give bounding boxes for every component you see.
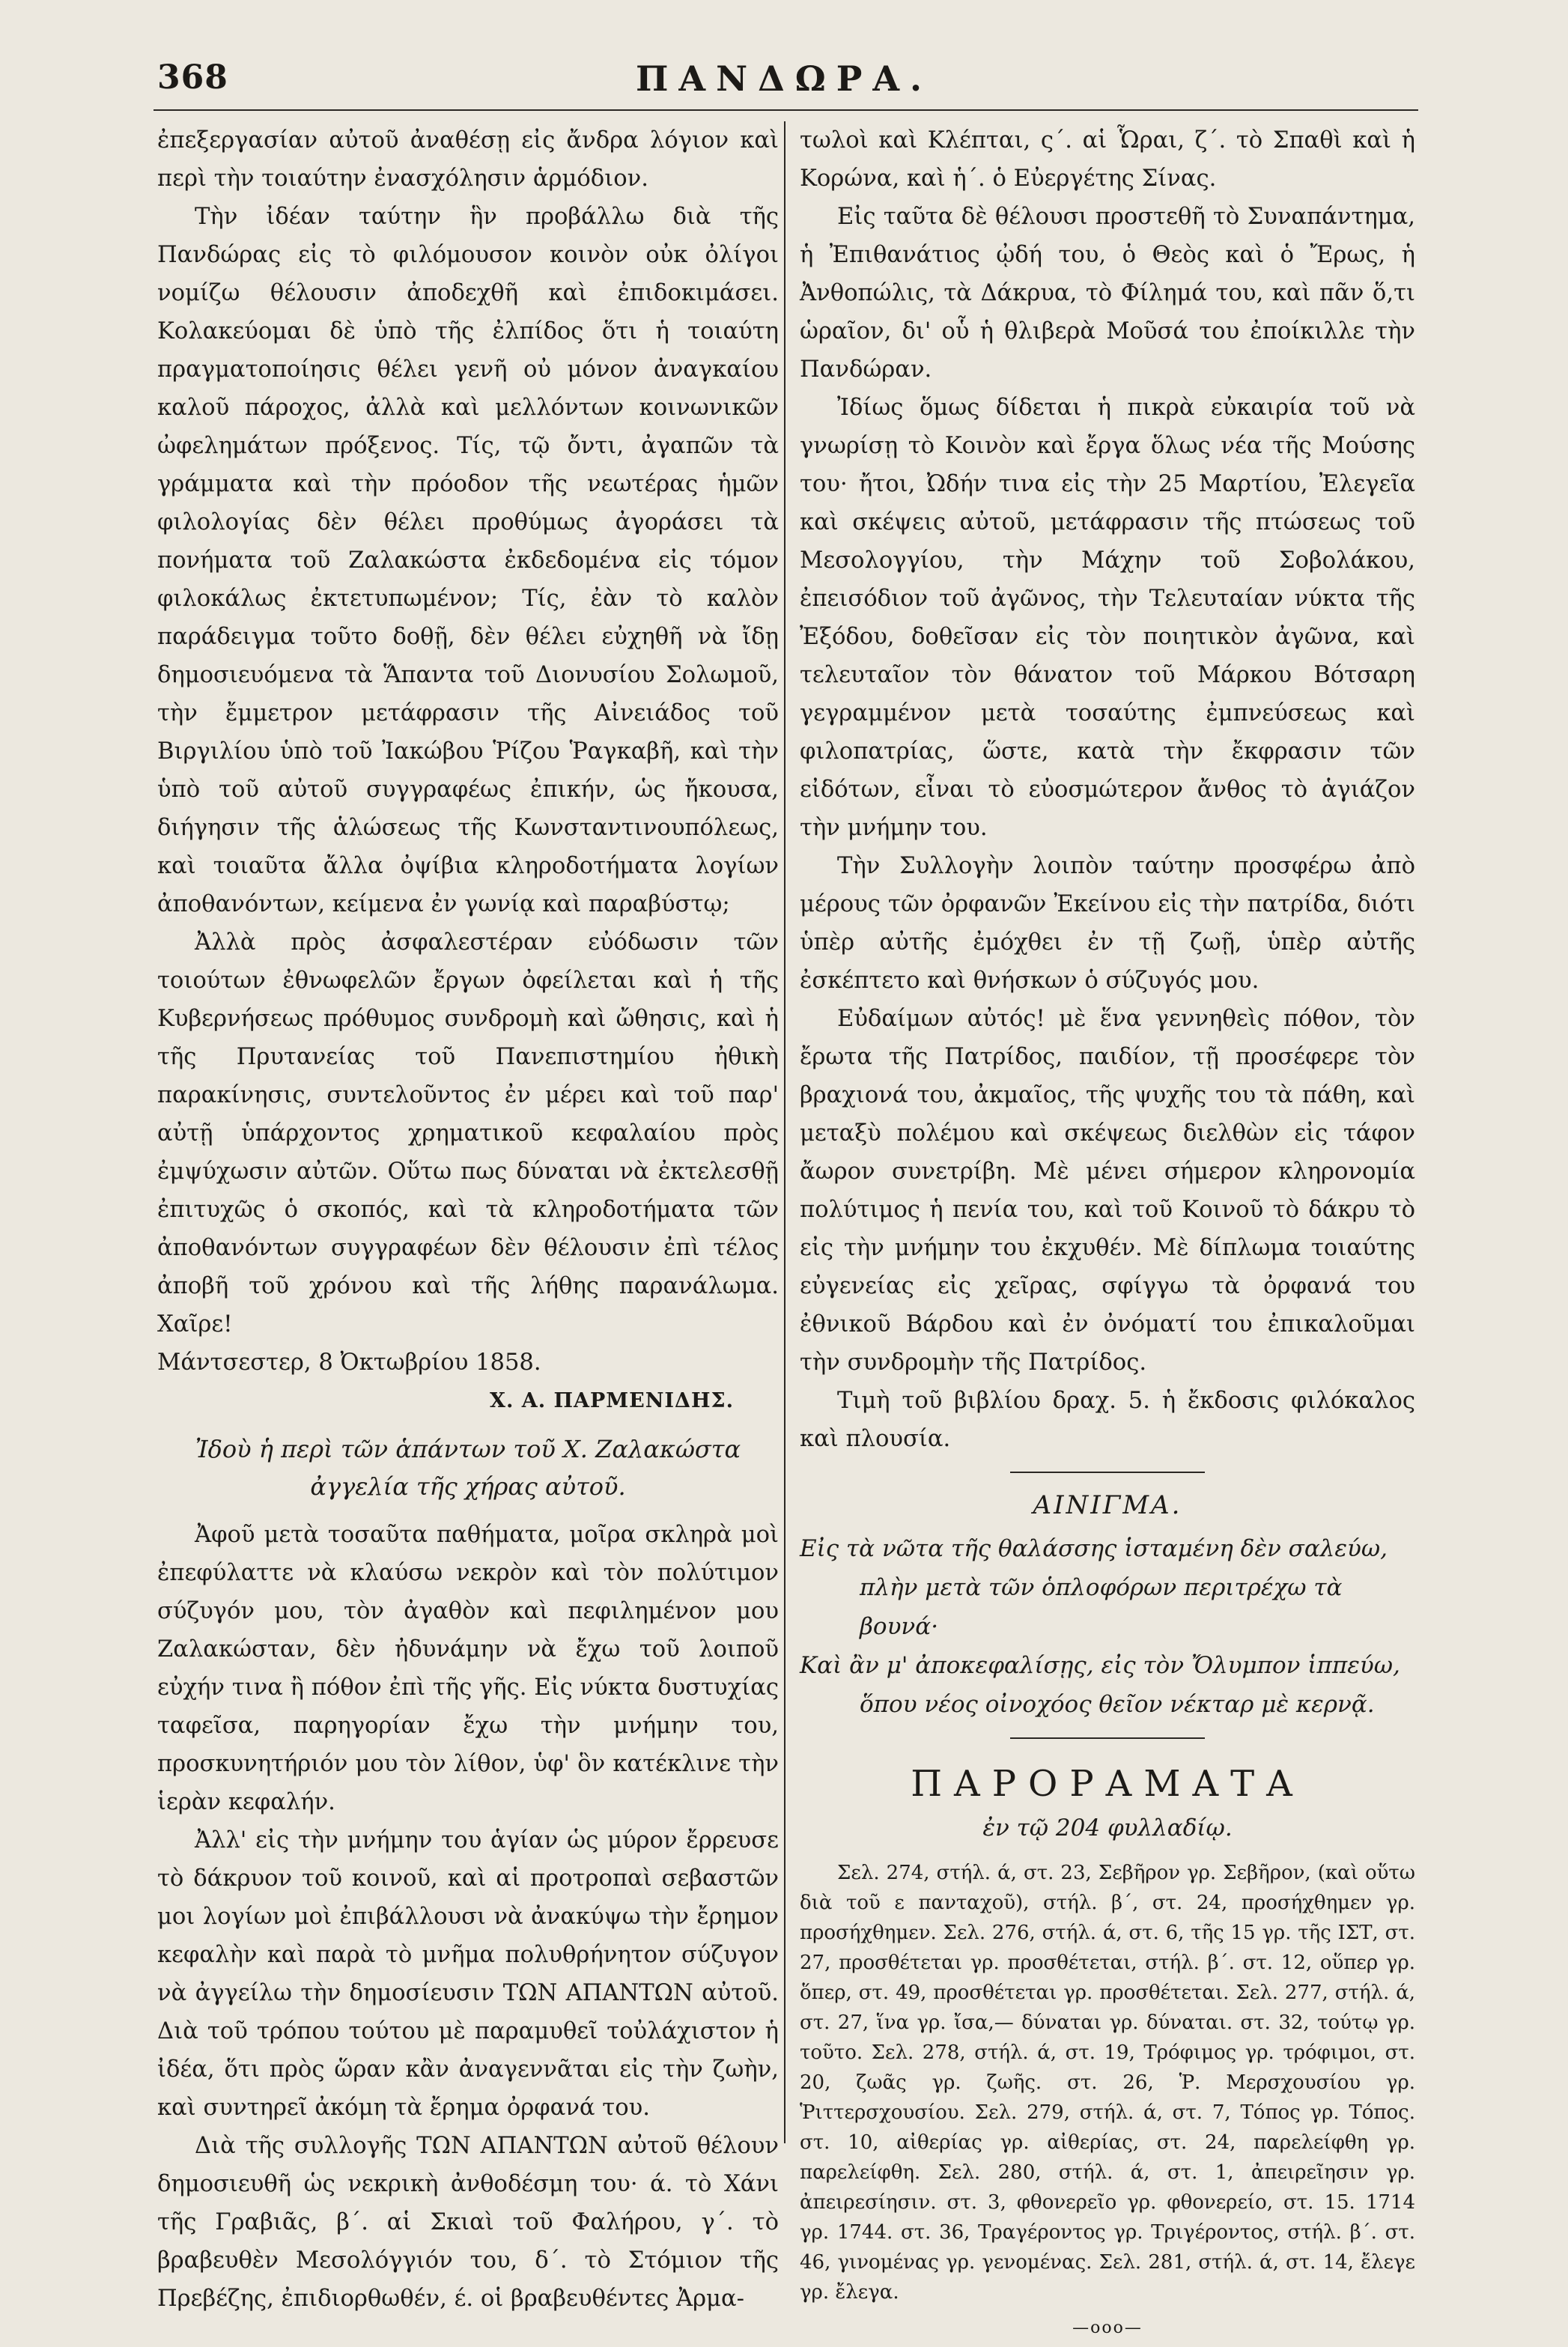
- end-mark: —οοο—: [1072, 2319, 1143, 2337]
- notice-title-line: ἀγγελία τῆς χήρας αὐτοῦ.: [310, 1472, 626, 1501]
- running-title: ΠΑΝΔΩΡΑ.: [635, 58, 933, 99]
- paragraph: Τὴν ἰδέαν ταύτην ἣν προβάλλω διὰ τῆς Πανδώρας εἰς τὸ φιλόμουσον κοινὸν οὐκ ὀλίγοι νομίζω θέλουσιν ἀποδεχθῆ καὶ ἐπιδοκιμάσει. Κολακεύομαι δὲ ὑπὸ τῆς ἐλπίδος ὅτι ἡ τοιαύτη πραγματοποίησις θέλει γενῆ οὐ μόνον ἀναγκαίου καλοῦ πάροχος, ἀλλὰ καὶ μελλόντων κοινωνικῶν ὠφελημάτων πρόξενος. Τίς, τῷ ὄντι, ἀγαπῶν τὰ γράμματα καὶ τὴν πρόοδον τῆς νεωτέρας ἡμῶν φιλολογίας δὲν θέλει προθύμως ἀγοράσει τὰ πονήματα τοῦ Ζαλακώστα ἐκδεδομένα εἰς τόμον φιλοκάλως ἐκτετυπωμένον; Τίς, ἐὰν τὸ καλὸν παράδειγμα τοῦτο δοθῇ, δὲν θέλει εὐχηθῆ νὰ ἴδῃ δημοσιευόμενα τὰ Ἅπαντα τοῦ Διονυσίου Σολωμοῦ, τὴν ἔμμετρον μετάφρασιν τῆς Αἰνειάδος τοῦ Βιργιλίου ὑπὸ τοῦ Ἰακώβου Ῥίζου Ῥαγκαβῆ, καὶ τὴν ὑπὸ τοῦ αὐτοῦ συγγραφέως ἐπικήν, ὡς ἤκουσα, διήγησιν τῆς ἁλώσεως τῆς Κωνσταντινουπόλεως, καὶ τοιαῦτα ἄλλα ὀψίβια κληροδοτήματα λογίων ἀποθανόντων, κείμενα ἐν γωνίᾳ καὶ παραβύστῳ;: [157, 204, 779, 917]
- page-number: 368: [157, 58, 228, 97]
- riddle-title: ΑΙΝΙΓΜΑ.: [1033, 1490, 1182, 1520]
- paragraph: Εὐδαίμων αὐτός! μὲ ἕνα γεννηθεὶς πόθον, τὸν ἔρωτα τῆς Πατρίδος, παιδίον, τῇ προσέφερε τὸν βραχιονά του, ἀκμαῖος, τῆς ψυχῆς του τὰ πάθη, καὶ μεταξὺ πολέμου καὶ σκέψεως διελθὼν εἰς τάφον ἄωρον συνετρίβη. Μὲ μένει σήμερον κληρονομία πολύτιμος ἡ πενία του, καὶ τοῦ Κοινοῦ τὸ δάκρυ τὸ εἰς τὴν μνήμην του ἐκχυθέν. Μὲ δίπλωμα τοιαύτης εὐγενείας εἰς χεῖρας, σφίγγω τὰ ὀρφανά του ἐθνικοῦ Βάρδου καὶ ἐν ὀνόματί του ἐπικαλοῦμαι τὴν συνδρομὴν τῆς Πατρίδος.: [800, 1006, 1415, 1376]
- dateline: Μάντσεστερ, 8 Ὀκτωβρίου 1858.: [157, 1349, 541, 1376]
- paragraph: Εἰς ταῦτα δὲ θέλουσι προστεθῆ τὸ Συναπάντημα, ἡ Ἐπιθανάτιος ᾠδή του, ὁ Θεὸς καὶ ὁ Ἔρως, ἡ Ἀνθοπώλις, τὰ Δάκρυα, τὸ Φίλημά του, καὶ πᾶν ὅ,τι ὡραῖον, δι' οὗ ἡ θλιβερὰ Μοῦσά του ἐποίκιλλε τὴν Πανδώραν.: [800, 204, 1415, 383]
- section-rule: [1010, 1737, 1205, 1739]
- errata-text: Σελ. 274, στήλ. ά, στ. 23, Σεβῆρον γρ. Σεβῆρον, (καὶ οὕτω διὰ τοῦ ε πανταχοῦ), στήλ. β΄, στ. 24, προσήχθημεν γρ. προσήχθημεν. Σελ. 276, στήλ. ά, στ. 6, τῆς 15 γρ. τῆς ΙΣΤ, στ. 27, προσθέτεται γρ. προσθέτεται, στήλ. β΄. στ. 12, οὕπερ γρ. ὅπερ, στ. 49, προσθέτεται γρ. προσθέτεται. Σελ. 277, στήλ. ά, στ. 27, ἵνα γρ. ἴσα,— δύναται γρ. δύναται. στ. 32, τούτῳ γρ. τοῦτο. Σελ. 278, στήλ. ά, στ. 19, Τρόφιμος γρ. τρόφιμοι, στ. 20, ζωᾶς γρ. ζωῆς. στ. 26, Ῥ. Μερσχουσίου γρ. Ῥιττερσχουσίου. Σελ. 279, στήλ. ά, στ. 7, Τόπος γρ. Τόπος. στ. 10, αἰθερίας γρ. αἰθερίας, στ. 24, παρελείφθη γρ. παρελείφθη. Σελ. 280, στήλ. ά, στ. 1, ἀπειρεῖησιν γρ. ἀπειρεσίησιν. στ. 3, φθονερεῖο γρ. φθονερείο, στ. 15. 1714 γρ. 1744. στ. 36, Τραγέροντος γρ. Τριγέροντος, στήλ. β΄. στ. 46, γινομένας γρ. γενομένας. Σελ. 281, στήλ. ά, στ. 14, ἔλεγε γρ. ἔλεγα.: [800, 1862, 1415, 2304]
- signature: Χ. Α. ΠΑΡΜΕΝΙΔΗΣ.: [490, 1389, 734, 1412]
- errata-title: ΠΑΡΟΡΑΜΑΤΑ: [911, 1763, 1304, 1805]
- notice-title: [157, 1430, 779, 1505]
- paragraph: Ἰδίως ὅμως δίδεται ἡ πικρὰ εὐκαιρία τοῦ νὰ γνωρίσῃ τὸ Κοινὸν καὶ ἔργα ὅλως νέα τῆς Μούσης του· ἤτοι, Ὠδήν τινα εἰς τὴν 25 Μαρτίου, Ἐλεγεῖα καὶ σκέψεις αὐτοῦ, μετάφρασιν τῆς πτώσεως τοῦ Μεσολογγίου, τὴν Μάχην τοῦ Σοβολάκου, ἐπεισόδιον τοῦ ἀγῶνος, τὴν Τελευταίαν νύκτα τῆς Ἐξόδου, δοθεῖσαν εἰς τὸν ποιητικὸν ἀγῶνα, καὶ τελευταῖον τὸν θάνατον τοῦ Μάρκου Βότσαρη γεγραμμένον μετὰ τοσαύτης ἐμπνεύσεως καὶ φιλοπατρίας, ὥστε, κατὰ τὴν ἔκφρασιν τῶν εἰδότων, εἶναι τὸ εὐοσμώτερον ἄνθος τὸ ἁγιάζον τὴν μνήμην του.: [800, 395, 1415, 841]
- paragraph: Ἀλλ' εἰς τὴν μνήμην του ἁγίαν ὡς μύρον ἔρρευσε τὸ δάκρυον τοῦ κοινοῦ, καὶ αἱ προτροπαὶ σεβαστῶν μοι λογίων μοὶ ἐπιβάλλουσι νὰ ἀνακύψω τὴν ἔρημον κεφαλὴν καὶ παρὰ τὸ μνῆμα πολυθρήνητον σύζυγον νὰ ἀγγείλω τὴν δημοσίευσιν ΤΩΝ ΑΠΑΝΤΩΝ αὐτοῦ. Διὰ τοῦ τρόπου τούτου μὲ παραμυθεῖ τοὐλάχιστον ἡ ἰδέα, ὅτι πρὸς ὥραν κἂν ἀναγεννᾶται εἰς τὴν ζωὴν, καὶ συντηρεῖ ἀκόμη τὰ ἔρημα ὀρφανά του.: [157, 1827, 779, 2121]
- right-column: [800, 121, 1415, 2347]
- paragraph: Τιμὴ τοῦ βιβλίου δραχ. 5. ἡ ἔκδοσις φιλόκαλος καὶ πλουσία.: [800, 1388, 1415, 1452]
- riddle-line: πλὴν μετὰ τῶν ὁπλοφόρων περιτρέχω τὰ βουνά·: [860, 1574, 1343, 1640]
- paragraph: Ἀλλὰ πρὸς ἀσφαλεστέραν εὐόδωσιν τῶν τοιούτων ἐθνωφελῶν ἔργων ὀφείλεται καὶ ἡ τῆς Κυβερνήσεως πρόθυμος συνδρομὴ καὶ ὤθησις, καὶ ἡ τῆς Πρυτανείας τοῦ Πανεπιστημίου ἠθικὴ παρακίνησις, συντελοῦντος ἐν μέρει καὶ τοῦ παρ' αὐτῇ ὑπάρχοντος χρηματικοῦ κεφαλαίου πρὸς ἐμψύχωσιν αὐτῶν. Οὕτω πως δύναται νὰ ἐκτελεσθῇ ἐπιτυχῶς ὁ σκοπός, καὶ τὰ κληροδοτήματα τῶν ἀποθανόντων συγγραφέων δὲν θέλουσιν ἐπὶ τέλος ἀποβῆ τοῦ χρόνου καὶ τῆς λήθης παρανάλωμα. Χαῖρε!: [157, 929, 779, 1338]
- column-divider: [784, 121, 785, 2143]
- left-column: [157, 121, 779, 2318]
- paragraph: Τὴν Συλλογὴν λοιπὸν ταύτην προσφέρω ἀπὸ μέρους τῶν ὀρφανῶν Ἐκείνου εἰς τὴν πατρίδα, διότι ὑπὲρ αὐτῆς ἐμόχθει ἐν τῇ ζωῇ, ὑπὲρ αὐτῆς ἐσκέπτετο καὶ θνήσκων ὁ σύζυγός μου.: [800, 853, 1415, 994]
- header-rule: [154, 109, 1418, 111]
- paragraph: Διὰ τῆς συλλογῆς ΤΩΝ ΑΠΑΝΤΩΝ αὐτοῦ θέλουν δημοσιευθῆ ὡς νεκρικὴ ἀνθοδέσμη του· ά. τὸ Χάνι τῆς Γραβιᾶς, β΄. αἱ Σκιαὶ τοῦ Φαλήρου, γ΄. τὸ βραβευθὲν Μεσολόγγιόν του, δ΄. τὸ Στόμιον τῆς Πρεβέζης, ἐπιδιορθωθέν, έ. οἱ βραβευθέντες Ἀρμα-: [157, 2133, 779, 2312]
- paragraph: Ἀφοῦ μετὰ τοσαῦτα παθήματα, μοῖρα σκληρὰ μοὶ ἐπεφύλαττε νὰ κλαύσω νεκρὸν καὶ τὸν πολύτιμον σύζυγόν μου, τὸν ἀγαθὸν καὶ πεφιλημένον μου Ζαλακώσταν, δὲν ἠδυνάμην νὰ ἔχω τοῦ λοιποῦ εὐχήν τινα ἢ πόθον ἐπὶ τῆς γῆς. Εἰς νύκτα δυστυχίας ταφεῖσα, παρηγορίαν ἔχω τὴν μνήμην του, προσκυνητήριόν μου τὸν λίθον, ὑφ' ὃν κατέκλινε τὴν ἱερὰν κεφαλήν.: [157, 1522, 779, 1815]
- riddle-line: Καὶ ἂν μ' ἀποκεφαλίσῃς, εἰς τὸν Ὄλυμπον ἱππεύω,: [800, 1652, 1400, 1679]
- paragraph: ἐπεξεργασίαν αὐτοῦ ἀναθέσῃ εἰς ἄνδρα λόγιον καὶ περὶ τὴν τοιαύτην ἐνασχόλησιν ἁρμόδιον.: [157, 127, 779, 192]
- section-rule: [1010, 1472, 1205, 1473]
- paragraph: τωλοὶ καὶ Κλέπται, ς΄. αἱ Ὧραι, ζ΄. τὸ Σπαθὶ καὶ ἡ Κορώνα, καὶ ἡ΄. ὁ Εὐεργέτης Σίνας.: [800, 127, 1415, 192]
- notice-title-line: Ἰδοὺ ἡ περὶ τῶν ἁπάντων τοῦ Χ. Ζαλακώστα: [195, 1435, 741, 1463]
- riddle-line: ὅπου νέος οἰνοχόος θεῖον νέκταρ μὲ κερνᾷ.: [860, 1691, 1375, 1718]
- riddle-line: Εἰς τὰ νῶτα τῆς θαλάσσης ἱσταμένη δὲν σαλεύω,: [800, 1535, 1388, 1562]
- errata-subtitle: ἐν τῷ 204 φυλλαδίῳ.: [982, 1815, 1233, 1842]
- riddle: [800, 1529, 1415, 1724]
